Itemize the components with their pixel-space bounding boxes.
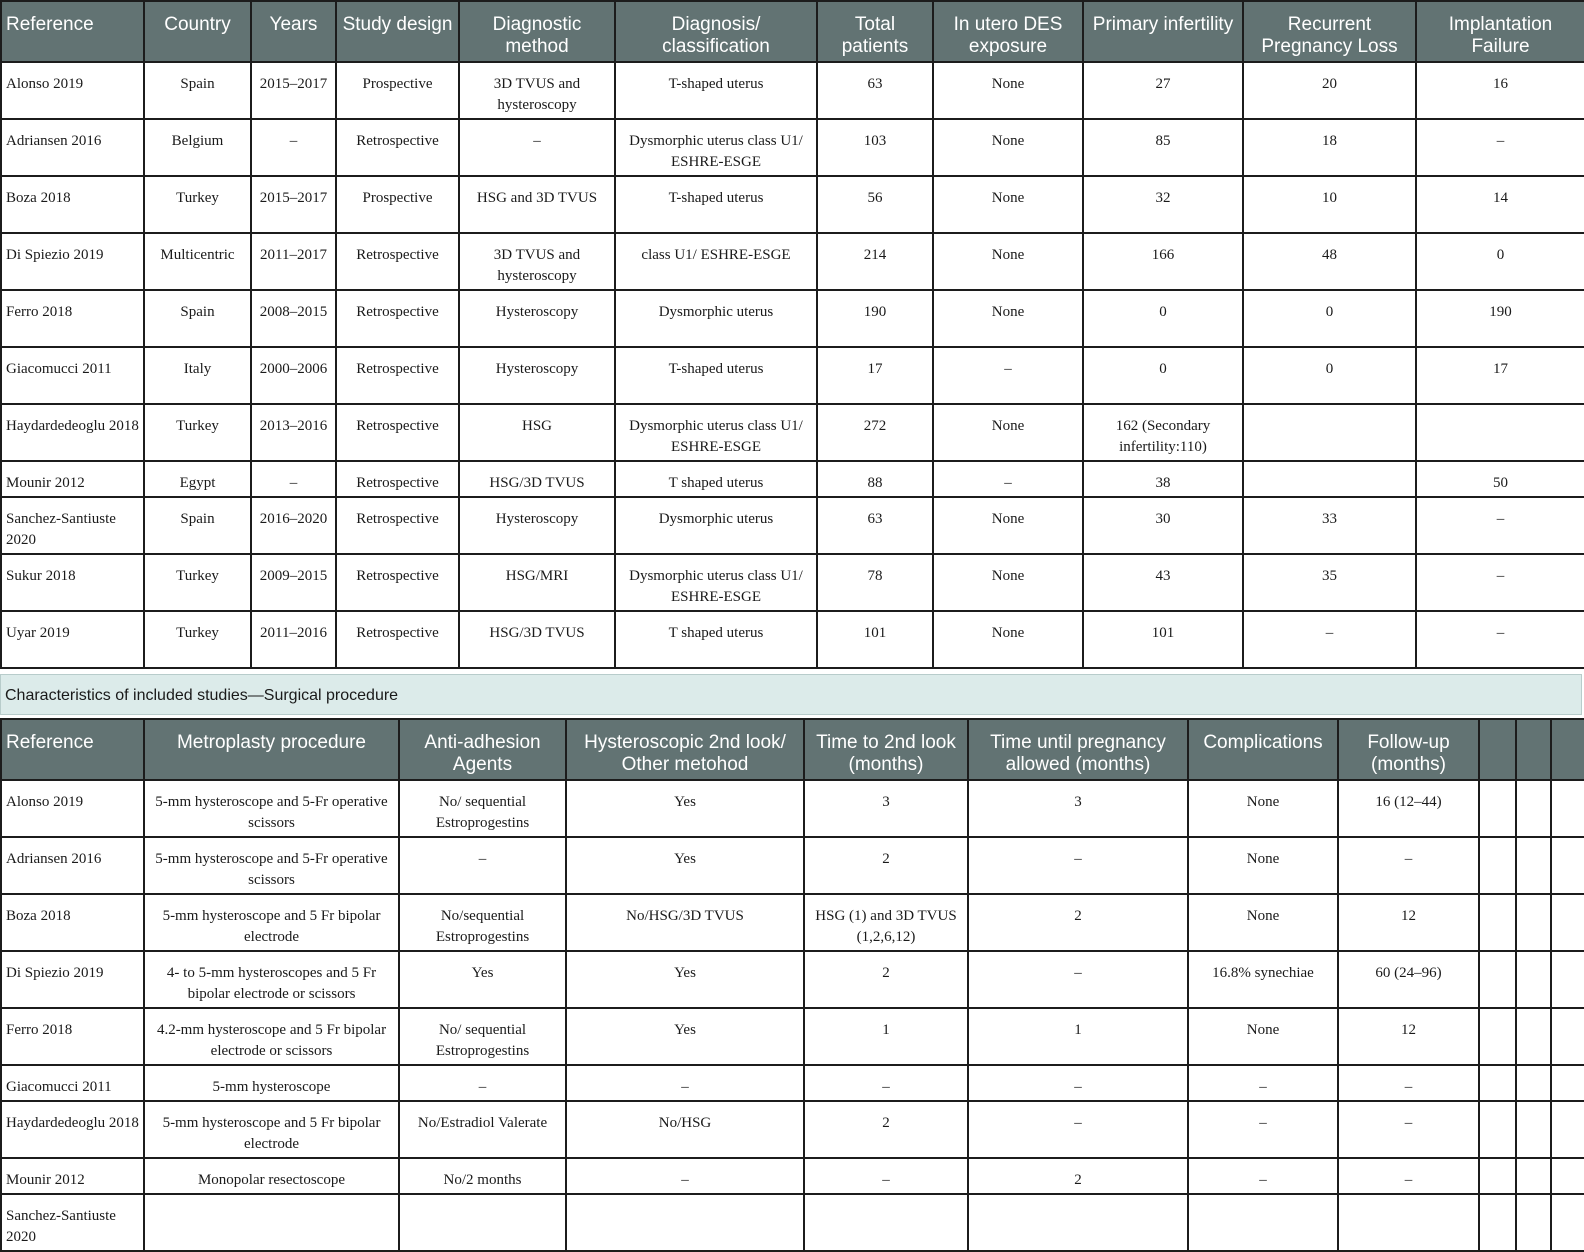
table-cell: 60 (24–96) bbox=[1338, 951, 1479, 1008]
table-cell: Turkey bbox=[144, 554, 251, 611]
table-cell bbox=[566, 1194, 804, 1251]
table-cell: 3 bbox=[968, 780, 1188, 837]
table-row bbox=[1, 837, 1584, 894]
column-header: Recurrent Pregnancy Loss bbox=[1243, 1, 1416, 62]
table-cell: 272 bbox=[817, 404, 933, 461]
table-cell: Ferro 2018 bbox=[1, 290, 144, 347]
table-cell: None bbox=[933, 404, 1083, 461]
table-cell: 20 bbox=[1243, 62, 1416, 119]
table-cell bbox=[1479, 1194, 1516, 1251]
table-cell: Boza 2018 bbox=[1, 176, 144, 233]
table-row bbox=[1, 554, 1584, 611]
table-cell: Di Spiezio 2019 bbox=[1, 233, 144, 290]
table-cell: HSG (1) and 3D TVUS (1,2,6,12) bbox=[804, 894, 968, 951]
table-cell bbox=[1188, 1194, 1338, 1251]
column-header: Implantation Failure bbox=[1416, 1, 1584, 62]
column-header: Diagnosis/ classification bbox=[615, 1, 817, 62]
table-cell: Prospective bbox=[336, 62, 459, 119]
table-cell: – bbox=[251, 461, 336, 497]
table-cell bbox=[1516, 1008, 1551, 1065]
table-cell: T shaped uterus bbox=[615, 461, 817, 497]
table-cell bbox=[1479, 1065, 1516, 1101]
table-cell: Yes bbox=[399, 951, 566, 1008]
table-row bbox=[1, 1194, 1584, 1251]
table-cell bbox=[1479, 1158, 1516, 1194]
column-header: Reference bbox=[1, 719, 144, 780]
table-cell: – bbox=[1416, 119, 1584, 176]
table-cell: Retrospective bbox=[336, 611, 459, 668]
table-cell: 2 bbox=[968, 894, 1188, 951]
table-cell: Retrospective bbox=[336, 404, 459, 461]
table-row bbox=[1, 290, 1584, 347]
column-header: Study design bbox=[336, 1, 459, 62]
table-cell: Retrospective bbox=[336, 233, 459, 290]
table-cell: Yes bbox=[566, 1008, 804, 1065]
table-cell: Egypt bbox=[144, 461, 251, 497]
table-cell: – bbox=[1338, 837, 1479, 894]
table-cell: – bbox=[968, 951, 1188, 1008]
column-header: Anti-adhesion Agents bbox=[399, 719, 566, 780]
table-cell: 166 bbox=[1083, 233, 1243, 290]
column-header: Diagnostic method bbox=[459, 1, 615, 62]
table-cell: HSG/MRI bbox=[459, 554, 615, 611]
table-cell: 14 bbox=[1416, 176, 1584, 233]
table-cell: None bbox=[1188, 1008, 1338, 1065]
table-cell: 2015–2017 bbox=[251, 62, 336, 119]
table-cell: No/ sequential Estroprogestins bbox=[399, 780, 566, 837]
table-cell: 5-mm hysteroscope and 5 Fr bipolar electrode bbox=[144, 894, 399, 951]
table-cell bbox=[1551, 894, 1584, 951]
table-cell: Retrospective bbox=[336, 290, 459, 347]
table-cell: 43 bbox=[1083, 554, 1243, 611]
table-cell: Dysmorphic uterus class U1/ ESHRE-ESGE bbox=[615, 554, 817, 611]
table-cell: No/ sequential Estroprogestins bbox=[399, 1008, 566, 1065]
table-cell: 4.2-mm hysteroscope and 5 Fr bipolar electrode or scissors bbox=[144, 1008, 399, 1065]
table-cell: Yes bbox=[566, 951, 804, 1008]
table-cell: 2013–2016 bbox=[251, 404, 336, 461]
table-cell bbox=[1516, 951, 1551, 1008]
table-cell: Di Spiezio 2019 bbox=[1, 951, 144, 1008]
table-cell: – bbox=[399, 1065, 566, 1101]
table-cell: 5-mm hysteroscope bbox=[144, 1065, 399, 1101]
table-cell: 0 bbox=[1083, 290, 1243, 347]
table-row bbox=[1, 1158, 1584, 1194]
table-cell: Adriansen 2016 bbox=[1, 119, 144, 176]
table-cell: Dysmorphic uterus bbox=[615, 497, 817, 554]
table-cell: 56 bbox=[817, 176, 933, 233]
table-cell: 2008–2015 bbox=[251, 290, 336, 347]
table-cell: 10 bbox=[1243, 176, 1416, 233]
column-header bbox=[1516, 719, 1551, 780]
column-header: Time to 2nd look (months) bbox=[804, 719, 968, 780]
table-row bbox=[1, 951, 1584, 1008]
table-cell: None bbox=[1188, 837, 1338, 894]
table-cell: – bbox=[968, 1101, 1188, 1158]
table-cell: HSG/3D TVUS bbox=[459, 611, 615, 668]
table-cell: – bbox=[933, 347, 1083, 404]
table-cell: Alonso 2019 bbox=[1, 780, 144, 837]
column-header: Metroplasty procedure bbox=[144, 719, 399, 780]
table-cell: – bbox=[566, 1065, 804, 1101]
table-row bbox=[1, 497, 1584, 554]
table-cell: Adriansen 2016 bbox=[1, 837, 144, 894]
table-cell bbox=[1551, 1101, 1584, 1158]
table-cell: 3 bbox=[804, 780, 968, 837]
table-cell: Spain bbox=[144, 497, 251, 554]
table-cell bbox=[1551, 1194, 1584, 1251]
table-cell: 17 bbox=[817, 347, 933, 404]
table-cell: Dysmorphic uterus class U1/ ESHRE-ESGE bbox=[615, 119, 817, 176]
column-header: Complications bbox=[1188, 719, 1338, 780]
table-cell: 16 (12–44) bbox=[1338, 780, 1479, 837]
table-cell: No/sequential Estroprogestins bbox=[399, 894, 566, 951]
column-header: Country bbox=[144, 1, 251, 62]
table-cell bbox=[1551, 1158, 1584, 1194]
table-cell: 17 bbox=[1416, 347, 1584, 404]
table-cell bbox=[804, 1194, 968, 1251]
table-cell bbox=[1243, 404, 1416, 461]
table-cell bbox=[1516, 894, 1551, 951]
table-cell: Alonso 2019 bbox=[1, 62, 144, 119]
table-cell: 101 bbox=[1083, 611, 1243, 668]
table-cell: 3D TVUS and hysteroscopy bbox=[459, 62, 615, 119]
table-cell bbox=[1243, 461, 1416, 497]
table-cell: 78 bbox=[817, 554, 933, 611]
table-cell: Giacomucci 2011 bbox=[1, 1065, 144, 1101]
table-cell: Retrospective bbox=[336, 347, 459, 404]
table-cell: T shaped uterus bbox=[615, 611, 817, 668]
table-cell: HSG/3D TVUS bbox=[459, 461, 615, 497]
column-header bbox=[1551, 719, 1584, 780]
table-cell: None bbox=[933, 176, 1083, 233]
table-cell bbox=[1516, 1158, 1551, 1194]
table-cell: – bbox=[1188, 1065, 1338, 1101]
column-header: Reference bbox=[1, 1, 144, 62]
table-cell: class U1/ ESHRE-ESGE bbox=[615, 233, 817, 290]
table-cell: Yes bbox=[566, 780, 804, 837]
table-cell: 2016–2020 bbox=[251, 497, 336, 554]
table-cell: None bbox=[933, 119, 1083, 176]
table-cell: HSG and 3D TVUS bbox=[459, 176, 615, 233]
table-cell: – bbox=[459, 119, 615, 176]
table-cell: – bbox=[804, 1158, 968, 1194]
table-row bbox=[1, 461, 1584, 497]
table-row bbox=[1, 176, 1584, 233]
table-cell: – bbox=[933, 461, 1083, 497]
table-cell: 63 bbox=[817, 62, 933, 119]
table-cell: 2 bbox=[968, 1158, 1188, 1194]
table-cell: 2 bbox=[804, 951, 968, 1008]
table-cell bbox=[1516, 780, 1551, 837]
table-cell: 12 bbox=[1338, 1008, 1479, 1065]
table-cell: 18 bbox=[1243, 119, 1416, 176]
table-cell bbox=[1479, 1008, 1516, 1065]
column-header: Years bbox=[251, 1, 336, 62]
table-cell: Ferro 2018 bbox=[1, 1008, 144, 1065]
table-cell: 2000–2006 bbox=[251, 347, 336, 404]
table-cell: Turkey bbox=[144, 404, 251, 461]
table-row bbox=[1, 233, 1584, 290]
table-cell: 85 bbox=[1083, 119, 1243, 176]
table-cell: 2011–2017 bbox=[251, 233, 336, 290]
table-cell: Hysteroscopy bbox=[459, 497, 615, 554]
table-cell: 2 bbox=[804, 837, 968, 894]
table-cell: HSG bbox=[459, 404, 615, 461]
table-row bbox=[1, 1101, 1584, 1158]
table-cell bbox=[1551, 1065, 1584, 1101]
table-row bbox=[1, 1008, 1584, 1065]
table-row bbox=[1, 611, 1584, 668]
table-cell: Italy bbox=[144, 347, 251, 404]
table-cell: 0 bbox=[1083, 347, 1243, 404]
table-cell: Retrospective bbox=[336, 554, 459, 611]
surgical-procedure-table bbox=[0, 718, 1584, 1252]
table-cell: 2015–2017 bbox=[251, 176, 336, 233]
table-row bbox=[1, 894, 1584, 951]
table-cell: Prospective bbox=[336, 176, 459, 233]
table-cell: 63 bbox=[817, 497, 933, 554]
table-cell bbox=[1479, 780, 1516, 837]
table-cell: 35 bbox=[1243, 554, 1416, 611]
table-cell: – bbox=[1338, 1065, 1479, 1101]
table-cell: None bbox=[933, 497, 1083, 554]
table-cell: Monopolar resectoscope bbox=[144, 1158, 399, 1194]
table-cell: 48 bbox=[1243, 233, 1416, 290]
table-cell bbox=[1416, 404, 1584, 461]
table-cell: None bbox=[933, 62, 1083, 119]
table-cell: – bbox=[1188, 1158, 1338, 1194]
table-cell: T-shaped uterus bbox=[615, 176, 817, 233]
table-cell bbox=[1516, 1101, 1551, 1158]
table-cell: 12 bbox=[1338, 894, 1479, 951]
column-header: Primary infertility bbox=[1083, 1, 1243, 62]
table-cell bbox=[1551, 837, 1584, 894]
table-cell: 16 bbox=[1416, 62, 1584, 119]
table-cell: 30 bbox=[1083, 497, 1243, 554]
table-cell bbox=[1516, 837, 1551, 894]
table-cell: – bbox=[804, 1065, 968, 1101]
table-cell: Yes bbox=[566, 837, 804, 894]
table-cell: Spain bbox=[144, 290, 251, 347]
table-cell: T-shaped uterus bbox=[615, 62, 817, 119]
table-row bbox=[1, 62, 1584, 119]
table-cell: Hysteroscopy bbox=[459, 347, 615, 404]
table-cell bbox=[1338, 1194, 1479, 1251]
table-cell: – bbox=[968, 837, 1188, 894]
table-cell: – bbox=[1338, 1158, 1479, 1194]
table-cell: 0 bbox=[1243, 347, 1416, 404]
table-cell: – bbox=[1416, 497, 1584, 554]
column-header: In utero DES exposure bbox=[933, 1, 1083, 62]
table-cell: 3D TVUS and hysteroscopy bbox=[459, 233, 615, 290]
table-cell bbox=[1516, 1194, 1551, 1251]
table-cell: – bbox=[1416, 554, 1584, 611]
table-cell: 214 bbox=[817, 233, 933, 290]
table-cell: Retrospective bbox=[336, 497, 459, 554]
table-cell: 2009–2015 bbox=[251, 554, 336, 611]
table-cell: 103 bbox=[817, 119, 933, 176]
table-cell: Mounir 2012 bbox=[1, 461, 144, 497]
table-cell: 32 bbox=[1083, 176, 1243, 233]
table-cell: Retrospective bbox=[336, 119, 459, 176]
table-cell: Dysmorphic uterus bbox=[615, 290, 817, 347]
table-cell bbox=[1551, 780, 1584, 837]
table-cell: – bbox=[399, 837, 566, 894]
table-cell: 4- to 5-mm hysteroscopes and 5 Fr bipolar electrode or scissors bbox=[144, 951, 399, 1008]
table-cell bbox=[1551, 951, 1584, 1008]
table-cell: Boza 2018 bbox=[1, 894, 144, 951]
table-cell: No/Estradiol Valerate bbox=[399, 1101, 566, 1158]
table-cell bbox=[399, 1194, 566, 1251]
table-cell: 0 bbox=[1416, 233, 1584, 290]
table-cell: – bbox=[968, 1065, 1188, 1101]
table-cell: – bbox=[1243, 611, 1416, 668]
table-cell: None bbox=[933, 554, 1083, 611]
table-cell: 5-mm hysteroscope and 5-Fr operative scissors bbox=[144, 780, 399, 837]
table-cell: 190 bbox=[817, 290, 933, 347]
column-header bbox=[1479, 719, 1516, 780]
table-cell: 38 bbox=[1083, 461, 1243, 497]
table-cell bbox=[1479, 894, 1516, 951]
table-cell: Turkey bbox=[144, 176, 251, 233]
table-cell: 88 bbox=[817, 461, 933, 497]
table-cell: 101 bbox=[817, 611, 933, 668]
table-cell: Dysmorphic uterus class U1/ ESHRE-ESGE bbox=[615, 404, 817, 461]
table-cell: – bbox=[1188, 1101, 1338, 1158]
table-cell bbox=[1479, 1101, 1516, 1158]
table-cell: Giacomucci 2011 bbox=[1, 347, 144, 404]
table-cell: Sanchez-Santiuste 2020 bbox=[1, 1194, 144, 1251]
table-cell: Mounir 2012 bbox=[1, 1158, 144, 1194]
table-cell: 33 bbox=[1243, 497, 1416, 554]
table-cell bbox=[144, 1194, 399, 1251]
table-cell: 27 bbox=[1083, 62, 1243, 119]
section-title: Characteristics of included studies—Surgical procedure bbox=[0, 674, 1582, 715]
table-cell bbox=[1551, 1008, 1584, 1065]
table-cell: 190 bbox=[1416, 290, 1584, 347]
table-cell: None bbox=[933, 233, 1083, 290]
table-cell: Spain bbox=[144, 62, 251, 119]
table-cell: 1 bbox=[968, 1008, 1188, 1065]
table-cell bbox=[1479, 951, 1516, 1008]
table-row bbox=[1, 347, 1584, 404]
table-cell: Sukur 2018 bbox=[1, 554, 144, 611]
table-cell: Haydardedeoglu 2018 bbox=[1, 1101, 144, 1158]
table-cell: 1 bbox=[804, 1008, 968, 1065]
table-cell: T-shaped uterus bbox=[615, 347, 817, 404]
table-cell: Retrospective bbox=[336, 461, 459, 497]
table-cell: 5-mm hysteroscope and 5 Fr bipolar electrode bbox=[144, 1101, 399, 1158]
table-cell: – bbox=[566, 1158, 804, 1194]
table-cell: No/HSG/3D TVUS bbox=[566, 894, 804, 951]
table-cell: 5-mm hysteroscope and 5-Fr operative scissors bbox=[144, 837, 399, 894]
table-header-row bbox=[1, 1, 1584, 62]
table-cell: Belgium bbox=[144, 119, 251, 176]
table-cell: Turkey bbox=[144, 611, 251, 668]
table-cell: None bbox=[933, 611, 1083, 668]
table-cell bbox=[968, 1194, 1188, 1251]
table-cell: None bbox=[933, 290, 1083, 347]
table-cell: 16.8% synechiae bbox=[1188, 951, 1338, 1008]
table-cell: 2011–2016 bbox=[251, 611, 336, 668]
table-row bbox=[1, 780, 1584, 837]
table-cell: No/2 months bbox=[399, 1158, 566, 1194]
table-cell: – bbox=[1338, 1101, 1479, 1158]
table-cell: No/HSG bbox=[566, 1101, 804, 1158]
table-cell: Multicentric bbox=[144, 233, 251, 290]
column-header: Follow-up (months) bbox=[1338, 719, 1479, 780]
table-cell: Sanchez-Santiuste 2020 bbox=[1, 497, 144, 554]
table-row bbox=[1, 1065, 1584, 1101]
column-header: Hysteroscopic 2nd look/ Other metohod bbox=[566, 719, 804, 780]
column-header: Total patients bbox=[817, 1, 933, 62]
table-cell: None bbox=[1188, 894, 1338, 951]
table-row bbox=[1, 404, 1584, 461]
table-cell: Hysteroscopy bbox=[459, 290, 615, 347]
table-cell: – bbox=[251, 119, 336, 176]
table-cell bbox=[1479, 837, 1516, 894]
table-cell: 50 bbox=[1416, 461, 1584, 497]
table-cell bbox=[1516, 1065, 1551, 1101]
table-cell: Uyar 2019 bbox=[1, 611, 144, 668]
column-header: Time until pregnancy allowed (months) bbox=[968, 719, 1188, 780]
table-cell: 2 bbox=[804, 1101, 968, 1158]
table-cell: – bbox=[1416, 611, 1584, 668]
table-cell: Haydardedeoglu 2018 bbox=[1, 404, 144, 461]
table-cell: 0 bbox=[1243, 290, 1416, 347]
table-row bbox=[1, 119, 1584, 176]
table-cell: None bbox=[1188, 780, 1338, 837]
table-header-row bbox=[1, 719, 1584, 780]
table-cell: 162 (Secondary infertility:110) bbox=[1083, 404, 1243, 461]
